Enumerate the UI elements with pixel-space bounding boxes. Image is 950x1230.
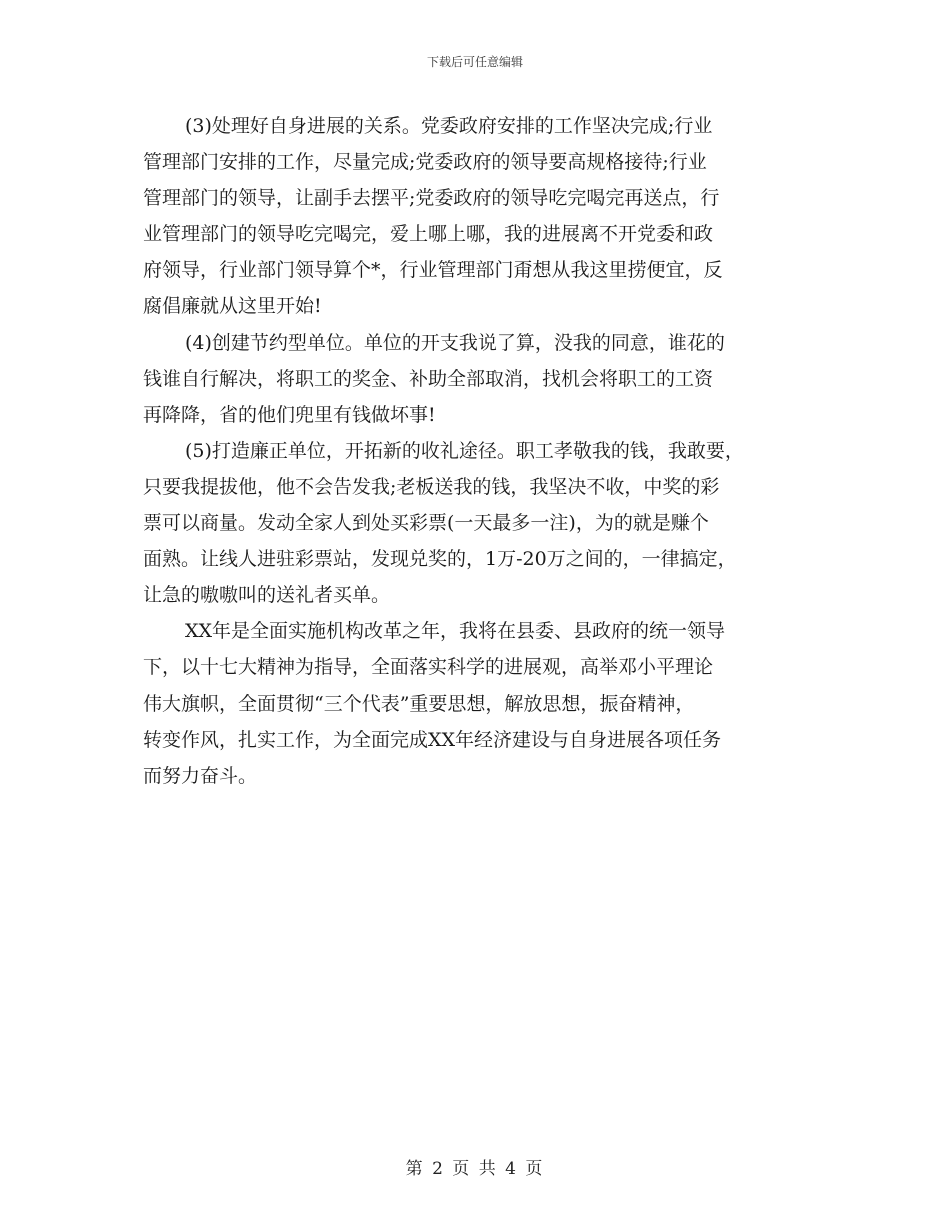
text-line: 下，以十七大精神为指导，全面落实科学的进展观，高举邓小平理论 xyxy=(143,656,714,679)
page-header: 下载后可任意编辑 xyxy=(426,55,523,69)
text-line: 府领导，行业部门领导算个*，行业管理部门甭想从我这里捞便宜，反 xyxy=(143,259,723,282)
text-line: XX年是全面实施机构改革之年，我将在县委、县政府的统一领导 xyxy=(185,620,726,643)
text-line: 管理部门安排的工作，尽量完成;党委政府的领导要高规格接待;行业 xyxy=(143,151,707,174)
text-line: 再降降，省的他们兜里有钱做坏事! xyxy=(143,403,436,426)
page-number-footer: 第 2 页 共 4 页 xyxy=(405,1159,545,1179)
text-line: 让急的嗷嗷叫的送礼者买单。 xyxy=(143,584,391,607)
text-line: 腐倡廉就从这里开始! xyxy=(143,295,322,318)
text-line: 钱谁自行解决，将职工的奖金、补助全部取消，找机会将职工的工资 xyxy=(143,367,714,390)
text-line: 业管理部门的领导吃完喝完，爱上哪上哪，我的进展离不开党委和政 xyxy=(143,223,714,246)
text-line: (4)创建节约型单位。单位的开支我说了算，没我的同意，谁花的 xyxy=(185,331,725,354)
text-line: 转变作风，扎实工作，为全面完成XX年经济建设与自身进展各项任务 xyxy=(143,728,722,751)
text-line: 管理部门的领导，让副手去摆平;党委政府的领导吃完喝完再送点，行 xyxy=(143,187,720,210)
text-line: 伟大旗帜，全面贯彻“三个代表”重要思想，解放思想，振奋精神， xyxy=(143,692,695,715)
text-line: 而努力奋斗。 xyxy=(143,764,258,787)
document-body xyxy=(143,108,808,794)
text-line: (3)处理好自身进展的关系。党委政府安排的工作坚决完成;行业 xyxy=(185,115,713,137)
text-line: (5)打造廉正单位，开拓新的收礼途径。职工孝敬我的钱，我敢要， xyxy=(185,439,744,462)
text-line: 面熟。让线人进驻彩票站，发现兑奖的，1万-20万之间的，一律搞定， xyxy=(143,548,737,571)
text-line: 只要我提拔他，他不会告发我;老板送我的钱，我坚决不收，中奖的彩 xyxy=(143,475,720,498)
text-line: 票可以商量。发动全家人到处买彩票(一天最多一注)，为的就是赚个 xyxy=(143,512,709,535)
